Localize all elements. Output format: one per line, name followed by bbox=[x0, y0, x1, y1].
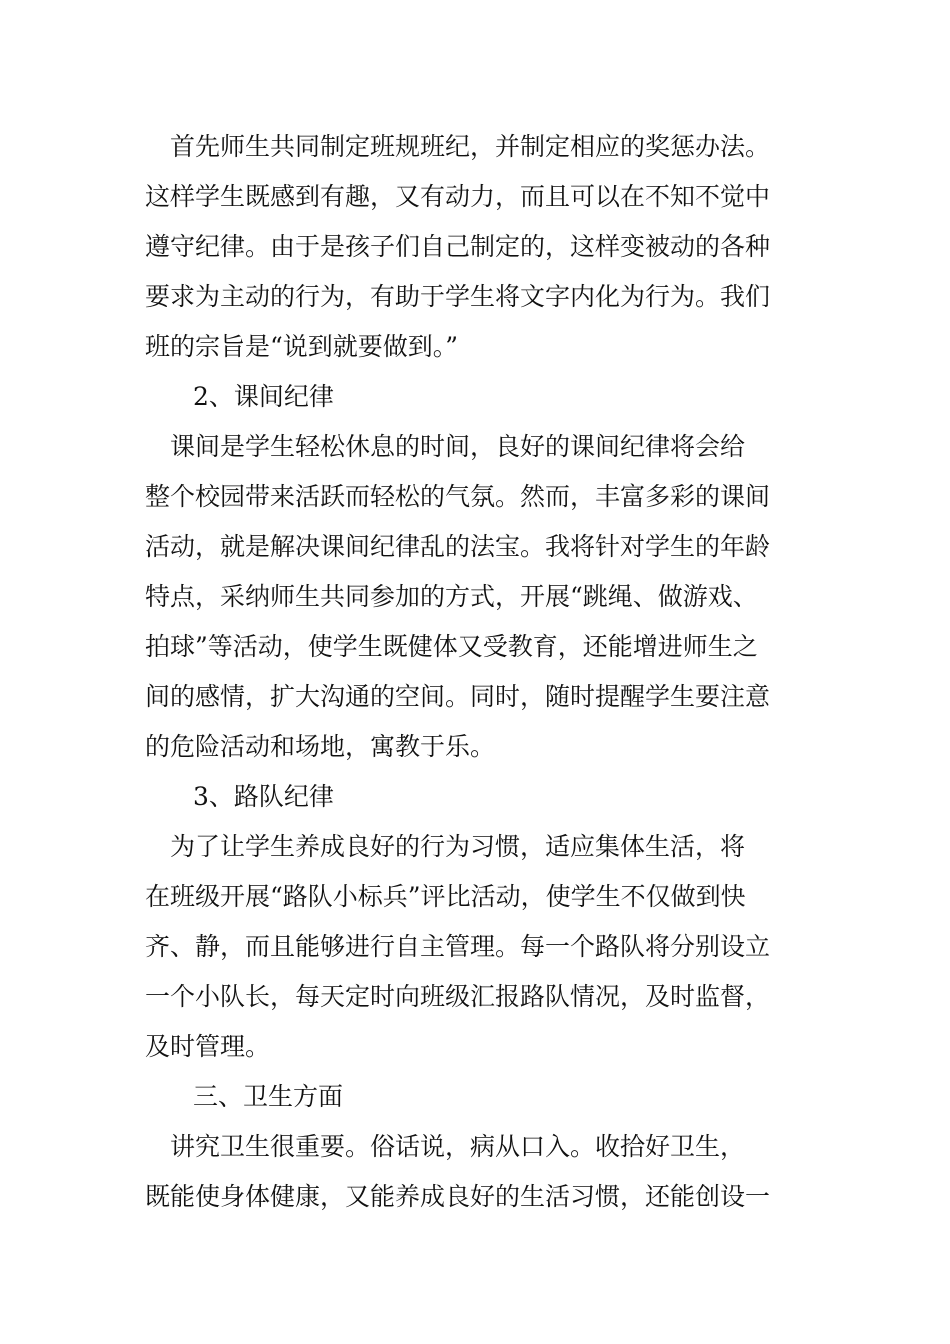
paragraph-line: 班的宗旨是“说到就要做到。” bbox=[145, 332, 459, 361]
paragraph-line: 一个小队长，每天定时向班级汇报路队情况，及时监督， bbox=[145, 982, 771, 1011]
paragraph-line: 间的感情，扩大沟通的空间。同时，随时提醒学生要注意 bbox=[145, 682, 771, 711]
paragraph-line: 要求为主动的行为，有助于学生将文字内化为行为。我们 bbox=[145, 282, 771, 311]
paragraph-line: 及时管理。 bbox=[145, 1032, 271, 1061]
paragraph-line: 拍球”等活动，使学生既健体又受教育，还能增进师生之 bbox=[145, 632, 758, 661]
paragraph-line: 齐、静，而且能够进行自主管理。每一个路队将分别设立 bbox=[145, 932, 771, 961]
section-heading: 3、路队纪律 bbox=[193, 782, 334, 811]
paragraph-line: 整个校园带来活跃而轻松的气氛。然而，丰富多彩的课间 bbox=[145, 482, 771, 511]
document-body bbox=[145, 122, 815, 1222]
paragraph-line: 讲究卫生很重要。俗话说，病从口入。收拾好卫生， bbox=[145, 1132, 746, 1161]
paragraph-line: 活动，就是解决课间纪律乱的法宝。我将针对学生的年龄 bbox=[145, 532, 771, 561]
section-heading: 三、卫生方面 bbox=[193, 1082, 344, 1111]
paragraph-line: 为了让学生养成良好的行为习惯，适应集体生活，将 bbox=[145, 832, 746, 861]
paragraph-line: 这样学生既感到有趣，又有动力，而且可以在不知不觉中 bbox=[145, 182, 771, 211]
paragraph-line: 在班级开展“路队小标兵”评比活动，使学生不仅做到快 bbox=[145, 882, 746, 911]
paragraph-line: 首先师生共同制定班规班纪，并制定相应的奖惩办法。 bbox=[145, 132, 771, 161]
paragraph-line: 特点，采纳师生共同参加的方式，开展“跳绳、做游戏、 bbox=[145, 582, 758, 611]
paragraph-line: 的危险活动和场地，寓教于乐。 bbox=[145, 732, 496, 761]
paragraph-line: 既能使身体健康，又能养成良好的生活习惯，还能创设一 bbox=[145, 1182, 771, 1211]
paragraph-line: 课间是学生轻松休息的时间，良好的课间纪律将会给 bbox=[145, 432, 746, 461]
section-heading: 2、课间纪律 bbox=[193, 382, 334, 411]
paragraph-line: 遵守纪律。由于是孩子们自己制定的，这样变被动的各种 bbox=[145, 232, 771, 261]
